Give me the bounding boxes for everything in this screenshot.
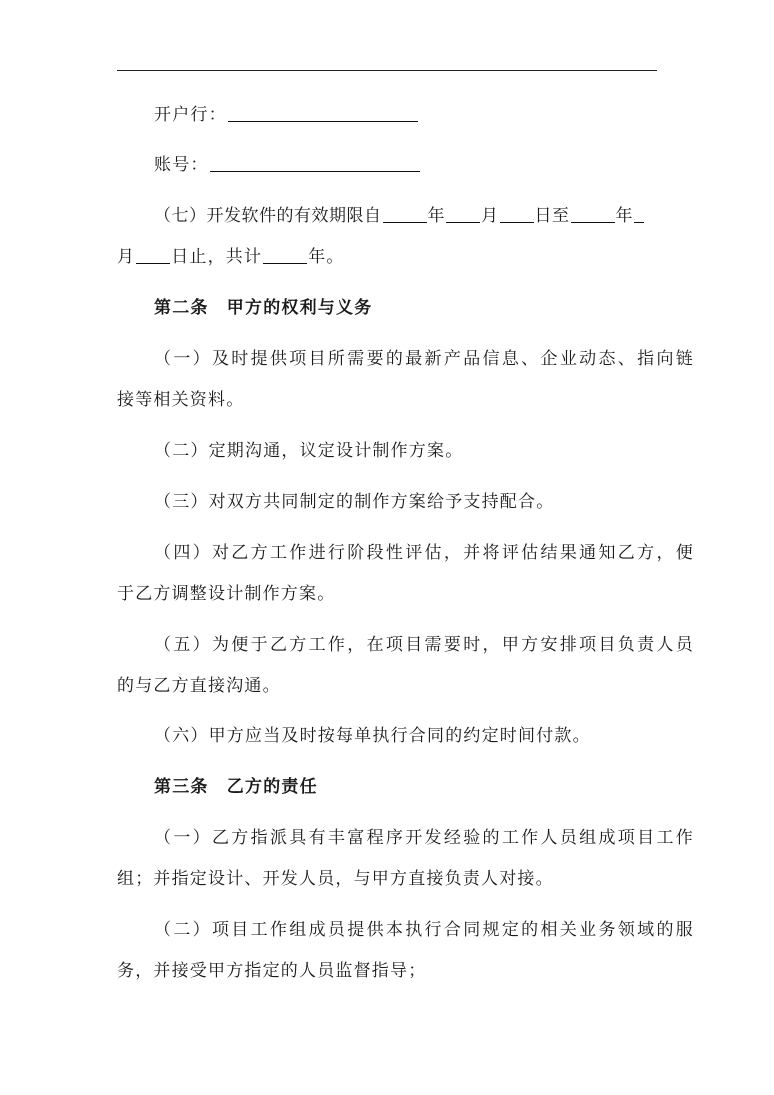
- article-2-item-4-line-2: 于乙方调整设计制作方案。: [117, 584, 336, 604]
- bank-blank: [228, 103, 418, 122]
- header-rule: [117, 70, 657, 71]
- account-label: 账号：: [154, 155, 209, 175]
- bank-line: [117, 103, 694, 127]
- blank-day-2: [136, 245, 170, 264]
- article-2-item-2: （二）定期沟通，议定设计制作方案。: [154, 441, 464, 461]
- article-3-item-2-line-1: （二）项目工作组成员提供本执行合同规定的相关业务领域的服: [154, 920, 694, 940]
- article-2-item-6: （六）甲方应当及时按每单执行合同的约定时间付款。: [154, 726, 591, 746]
- article-3-title: 第三条 乙方的责任: [154, 777, 318, 797]
- article-3-item-2-line-2: 务，并接受甲方指定的人员监督指导；: [117, 961, 427, 981]
- article-2-item-1-line-2: 接等相关资料。: [117, 390, 245, 410]
- account-blank: [210, 153, 420, 172]
- years-label: 年。: [308, 247, 345, 267]
- blank-month-2a: [634, 204, 644, 223]
- validity-text: （七）开发软件的有效期限自: [154, 206, 382, 226]
- article-2-item-4-line-1: （四）对乙方工作进行阶段性评估，并将评估结果通知乙方，便: [154, 543, 694, 563]
- day-to-label: 日至: [534, 206, 570, 226]
- validity-line-1: [117, 204, 694, 228]
- blank-year-2: [571, 204, 615, 223]
- blank-month-1: [446, 204, 480, 223]
- article-2-item-3: （三）对双方共同制定的制作方案给予支持配合。: [154, 492, 555, 512]
- blank-year-1: [383, 204, 427, 223]
- article-2-item-1-line-1: （一）及时提供项目所需要的最新产品信息、企业动态、指向链: [154, 349, 694, 369]
- account-line: [117, 153, 694, 177]
- blank-day-1: [500, 204, 534, 223]
- article-3-item-1-line-2: 组；并指定设计、开发人员，与甲方直接负责人对接。: [117, 869, 554, 889]
- year-label-2: 年: [615, 206, 633, 226]
- blank-years: [263, 245, 307, 264]
- article-2-item-5-line-2: 的与乙方直接沟通。: [117, 676, 281, 696]
- validity-line-2: [117, 245, 657, 269]
- month-label-1: 月: [481, 206, 499, 226]
- month-label-2: 月: [117, 247, 136, 267]
- article-3-item-1-line-1: （一）乙方指派具有丰富程序开发经验的工作人员组成项目工作: [154, 828, 694, 848]
- day-end-label: 日止，共计: [171, 247, 263, 267]
- bank-label: 开户行：: [154, 105, 227, 125]
- article-2-title: 第二条 甲方的权利与义务: [154, 298, 373, 318]
- year-label-1: 年: [427, 206, 445, 226]
- article-2-item-5-line-1: （五）为便于乙方工作，在项目需要时，甲方安排项目负责人员: [154, 635, 694, 655]
